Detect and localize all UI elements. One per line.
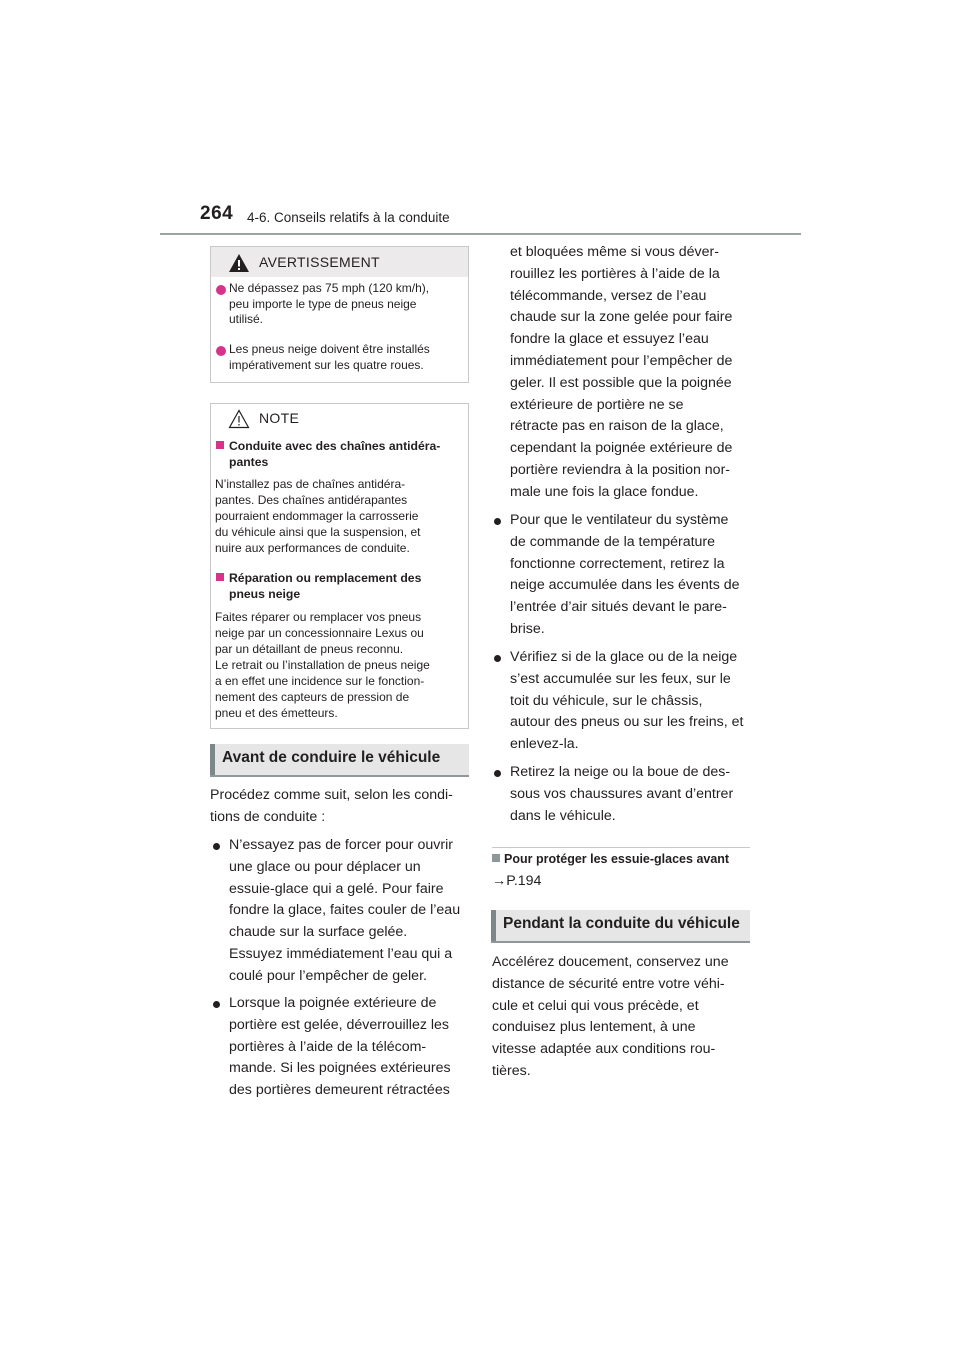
bullet-dot	[213, 843, 220, 850]
square-bullet-icon	[492, 854, 500, 862]
note-heading-chains: Conduite avec des chaînes antidéra- pantes	[216, 438, 440, 470]
note-text-tires: Faites réparer ou remplacer vos pneus neige par un concessionnaire Lexus ou par un détaillant de pneus reconnu. Le retrait ou l’installation de pneus neige a en effet une incidence sur le fonction- nement des capteurs de pression de pneu et des émetteurs.	[215, 610, 430, 720]
warning-title: AVERTISSEMENT	[259, 254, 380, 270]
header-rule	[160, 233, 801, 235]
subsection-rule	[492, 847, 750, 848]
caution-triangle-icon	[228, 409, 250, 429]
note-heading-tires: Réparation ou remplacement des pneus neige	[216, 570, 421, 602]
bullet-dot	[213, 1001, 220, 1008]
note-text-chains: N’installez pas de chaînes antidéra- pantes. Des chaînes antidérapantes pourraient endommager la carrosserie du véhicule ainsi que la suspension, et nuire aux performances de conduite.	[215, 477, 421, 555]
bullet-check-ice: Vérifiez si de la glace ou de la neige s’est accumulée sur les feux, sur le toit du véhicule, sur le châssis, autour des pneus ou sur les freins, et enlevez-la.	[510, 649, 744, 753]
square-bullet-icon	[216, 441, 224, 449]
while-driving-text: Accélérez doucement, conservez une distance de sécurité entre votre véhi- cule et celui qui vous précède, et conduisez plus lentement, à une vitesse adaptée aux conditions rou- tières.	[492, 954, 729, 1079]
note-title: NOTE	[259, 410, 300, 426]
bullet-frozen-window: N’essayez pas de forcer pour ouvrir une glace ou pour déplacer un essuie-glace qui a gelé. Pour faire fondre la glace, faites couler de l’eau chaude sur la surface gelée. Essuyez immédiatement l’eau qui a coulé pour l’empêcher de geler.	[229, 837, 461, 984]
door-handle-continued: et bloquées même si vous déver- rouillez les portières à l’aide de la télécommande, versez de l’eau chaude sur la zone gelée pour faire fondre la glace et essuyez l’eau immédiatement pour l’empêcher de geler. Il est possible que la poignée extérieure de portière ne se rétracte pas en raison de la glace, cependant la poignée extérieure de portière reviendra à la position nor- male une fois la glace fondue.	[510, 244, 733, 500]
section-heading-before-driving: Avant de conduire le véhicule	[210, 744, 469, 777]
wiper-heading: Pour protéger les essuie-glaces avant	[492, 852, 729, 866]
bullet-shoes: Retirez la neige ou la boue de des- sous vos chaussures avant d’entrer dans le véhicule.	[510, 764, 734, 824]
warning-item-2: Les pneus neige doivent être installés impérativement sur les quatre roues.	[229, 342, 430, 372]
bullet-dot	[216, 346, 226, 356]
bullet-door-handle: Lorsque la poignée extérieure de portière est gelée, déverrouillez les portières à l’aide de la télécom- mande. Si les poignées extérieures des portières demeurent rétractées	[229, 995, 451, 1099]
wiper-page-reference: →P.194	[492, 873, 542, 889]
warning-triangle-icon	[228, 253, 250, 273]
note-box	[210, 403, 469, 729]
warning-item-1: Ne dépassez pas 75 mph (120 km/h), peu importe le type de pneus neige utilisé.	[229, 281, 430, 326]
before-driving-intro: Procédez comme suit, selon les condi- tions de conduite :	[210, 787, 453, 825]
heading-bar	[210, 744, 215, 775]
section-heading-while-driving: Pendant la conduite du véhicule	[491, 910, 750, 943]
page-number: 264	[200, 203, 234, 224]
bullet-dot	[494, 518, 501, 525]
bullet-dot	[216, 285, 226, 295]
square-bullet-icon	[216, 573, 224, 581]
bullet-dot	[494, 770, 501, 777]
section-title: 4-6. Conseils relatifs à la conduite	[247, 210, 450, 225]
warning-header	[211, 247, 468, 277]
bullet-dot	[494, 655, 501, 662]
warning-box	[210, 246, 469, 383]
bullet-ventilator: Pour que le ventilateur du système de commande de la température fonctionne correctement, retirez la neige accumulée dans les évents de l’entrée d’air situés devant le pare- brise.	[510, 512, 740, 637]
heading-bar	[491, 910, 496, 941]
